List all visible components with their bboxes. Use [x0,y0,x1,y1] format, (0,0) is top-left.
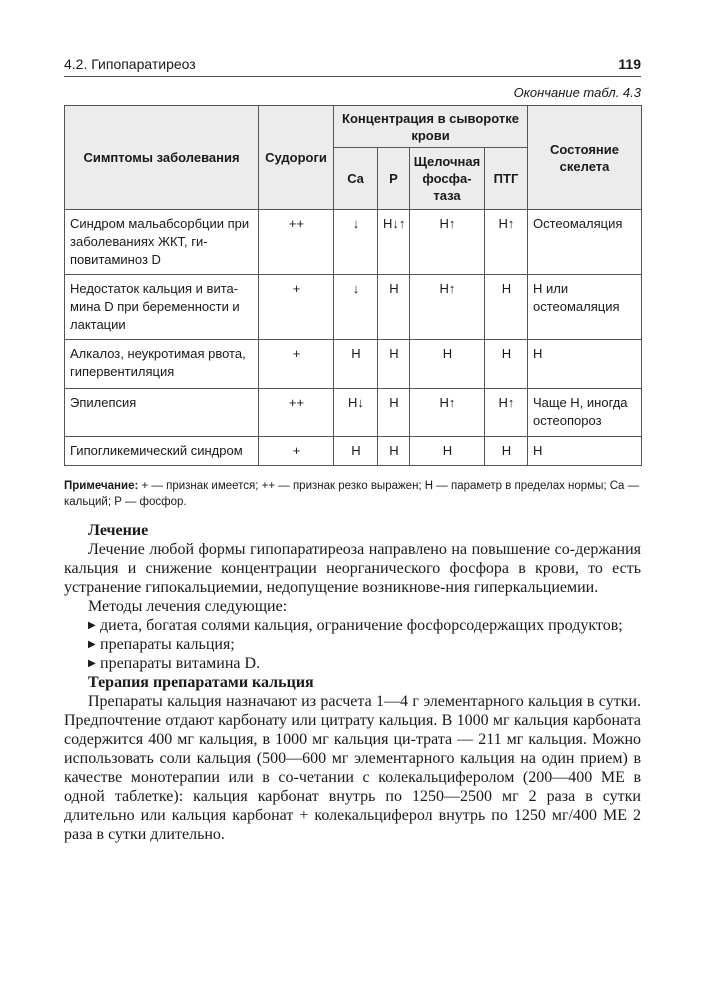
header-concentration: Концентрация в сыворотке крови [334,106,528,148]
table-row [65,275,642,340]
cell-pth: Н↑ [485,389,528,437]
cell-skeleton: Чаще Н, иногда остеопороз [528,389,642,437]
cell-alkaline-phosphatase: Н↑ [410,389,485,437]
header-ca: Ca [334,148,378,210]
cell-symptom: Эпилепсия [65,389,259,437]
note-label: Примечание: [64,480,139,492]
header-alkaline-phosphatase: Щелочная фосфа-таза [410,148,485,210]
cell-alkaline-phosphatase: Н↑ [410,275,485,340]
page-number: 119 [618,56,641,72]
list-item: ▶ диета, богатая солями кальция, ограничение фосфорсодержащих продуктов; [88,617,623,634]
cell-pth: Н [485,275,528,340]
arrowhead-right-icon: ▶ [88,658,96,669]
methods-intro: Методы лечения следующие: [88,598,288,615]
cell-symptom: Синдром мальабсорбции при заболеваниях ЖКТ, ги-повитаминоз D [65,210,259,275]
header-p: P [378,148,410,210]
cell-p: Н [378,275,410,340]
cell-ca: ↓ [334,275,378,340]
running-header [64,56,641,77]
cell-pth: Н [485,437,528,466]
symptoms-table [64,105,642,466]
header-symptoms: Симптомы заболевания [65,106,259,210]
treatment-paragraph: Лечение любой формы гипопаратиреоза направлено на повышение со-держания кальция и снижение концентрации неорганического фосфора в крови, то есть устранение гипокальциемии, недопущение возникнове-ния гиперкальциемии. [64,541,641,596]
cell-symptom: Алкалоз, неукротимая рвота, гипервентиляция [65,340,259,389]
arrowhead-right-icon: ▶ [88,639,96,650]
treatment-heading: Лечение [88,522,149,539]
list-item: ▶ препараты кальция; [88,636,235,653]
list-item: ▶ препараты витамина D. [88,655,261,672]
table-row [65,437,642,466]
table-row [65,340,642,389]
cell-p: Н [378,389,410,437]
cell-alkaline-phosphatase: Н [410,340,485,389]
cell-skeleton: Н [528,340,642,389]
arrowhead-right-icon: ▶ [88,620,96,631]
cell-skeleton: Остеомаляция [528,210,642,275]
cell-alkaline-phosphatase: Н↑ [410,210,485,275]
cell-ca: Н [334,340,378,389]
cell-alkaline-phosphatase: Н [410,437,485,466]
cell-skeleton: Н [528,437,642,466]
cell-pth: Н [485,340,528,389]
table-note [64,478,641,510]
table-row [65,210,642,275]
cell-p: Н↓↑ [378,210,410,275]
cell-skeleton: Н или остеомаляция [528,275,642,340]
cell-seizures: ++ [259,210,334,275]
page [64,56,641,844]
cell-seizures: + [259,437,334,466]
table-row [65,389,642,437]
cell-ca: ↓ [334,210,378,275]
header-seizures: Судороги [259,106,334,210]
table-caption: Окончание табл. 4.3 [513,85,641,100]
methods-list [64,616,641,673]
cell-seizures: + [259,340,334,389]
cell-pth: Н↑ [485,210,528,275]
calcium-therapy-paragraph: Препараты кальция назначают из расчета 1—4 г элементарного кальция в сутки. Предпочтение отдают карбонату или цитрату кальция. В 1000 мг кальция карбоната содержится 400 мг кальция, в 1000 мг кальция ци-трата — 211 мг кальция. Можно использовать соли кальция (500—600 мг элементарного кальция на один прием) в качестве монотерапии или в со-четании с колекальциферолом (200—400 МЕ в одной таблетке): кальция карбонат внутрь по 1250—2500 мг 2 раза в сутки длительно или кальция карбонат + колекальциферол внутрь по 1250 мг/400 МЕ 2 раза в сутки длительно. [64,693,641,843]
header-skeleton: Состояние скелета [528,106,642,210]
cell-seizures: ++ [259,389,334,437]
cell-ca: Н [334,437,378,466]
cell-ca: Н↓ [334,389,378,437]
cell-seizures: + [259,275,334,340]
section-title: 4.2. Гипопаратиреоз [64,56,196,72]
cell-symptom: Гипогликемический синдром [65,437,259,466]
cell-p: Н [378,437,410,466]
note-text: + — признак имеется; ++ — признак резко выражен; Н — параметр в пределах нормы; Ca — кальций; P — фосфор. [64,480,640,508]
calcium-therapy-heading: Терапия препаратами кальция [88,674,314,691]
cell-p: Н [378,340,410,389]
body-text [64,521,641,844]
cell-symptom: Недостаток кальция и вита-мина D при беременности и лактации [65,275,259,340]
header-pth: ПТГ [485,148,528,210]
